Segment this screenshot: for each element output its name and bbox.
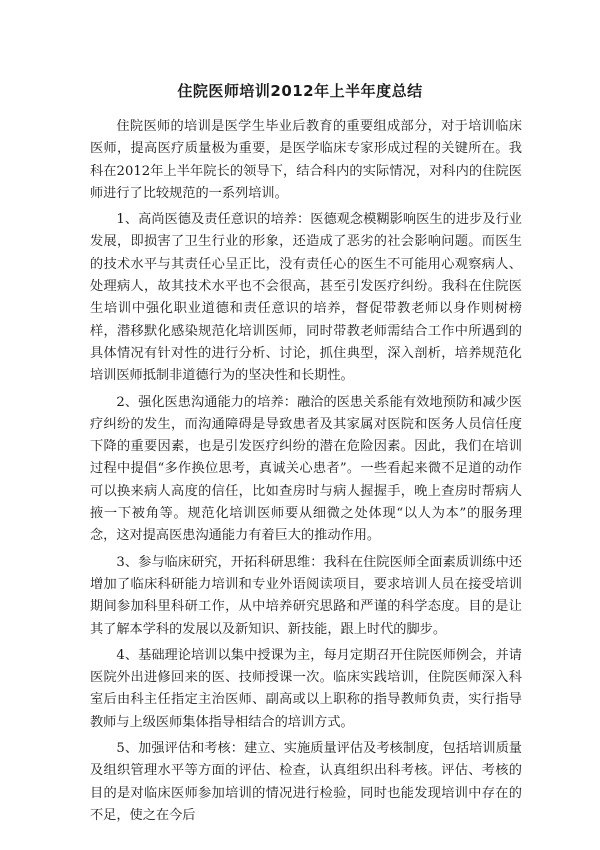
paragraph-clinical-research: 3、参与临床研究，开拓科研思维：我科在住院医师全面素质训练中还增加了临床科研能力培训和专业外语阅读项目，要求培训人员在接受培训期间参加科里科研工作，从中培养研究思路和严谨的科学态度。目的是让其了解本学科的发展以及新知识、新技能，跟上时代的脚步。 — [90, 554, 522, 637]
document-title: 住院医师培训2012年上半年度总结 — [177, 82, 423, 100]
paragraph-medical-ethics: 1、高尚医德及责任意识的培养：医德观念模糊影响医生的进步及行业发展，即损害了卫生行业的形象，还造成了恶劣的社会影响问题。而医生的技术水平与其责任心呈正比，没有责任心的医生不可能用心观察病人、处理病人，故其技术水平也不会很高，甚至引发医疗纠纷。我科在住院医生培训中强化职业道德和责任意识的培养，督促带教老师以身作则树榜样，潜移默化感染规范化培训医师，同时带教老师需结合工作中所遇到的具体情况有针对性的进行分析、讨论，抓住典型，深入剖析，培养规范化培训医师抵制非道德行为的坚决性和长期性。 — [90, 212, 522, 384]
paragraph-communication: 2、强化医患沟通能力的培养：融洽的医患关系能有效地预防和减少医疗纠纷的发生，而沟通障碍是导致患者及其家属对医院和医务人员信任度下降的重要因素，也是引发医疗纠纷的潜在危险因素。因此，我们在培训过程中提倡“多作换位思考，真诚关心患者”。一些看起来微不足道的动作可以换来病人高度的信任，比如查房时与病人握握手，晚上查房时帮病人掖一下被角等。规范化培训医师要从细微之处体现“以人为本”的服务理念，这对提高医患沟通能力有着巨大的推动作用。 — [90, 394, 522, 544]
document-body — [90, 116, 522, 831]
paragraph-evaluation: 5、加强评估和考核：建立、实施质量评估及考核制度，包括培训质量及组织管理水平等方面的评估、检查，认真组织出科考核。评估、考核的目的是对临床医师参加培训的情况进行检验，同时也能发现培训中存在的不足，使之在今后 — [90, 741, 522, 823]
paragraph-intro: 住院医师的培训是医学生毕业后教育的重要组成部分，对于培训临床医师，提高医疗质量极为重要，是医学临床专家形成过程的关键所在。我科在2012年上半年院长的领导下，结合科内的实际情况，对科内的住院医师进行了比较规范的一系列培训。 — [90, 119, 522, 201]
paragraph-theory-training: 4、基础理论培训以集中授课为主，每月定期召开住院医师例会，并请医院外出进修回来的医、技师授课一次。临床实践培训，住院医师深入科室后由科主任指定主治医师、副高或以上职称的指导教师负责，实行指导教师与上级医师集体指导相结合的培训方式。 — [90, 647, 522, 730]
